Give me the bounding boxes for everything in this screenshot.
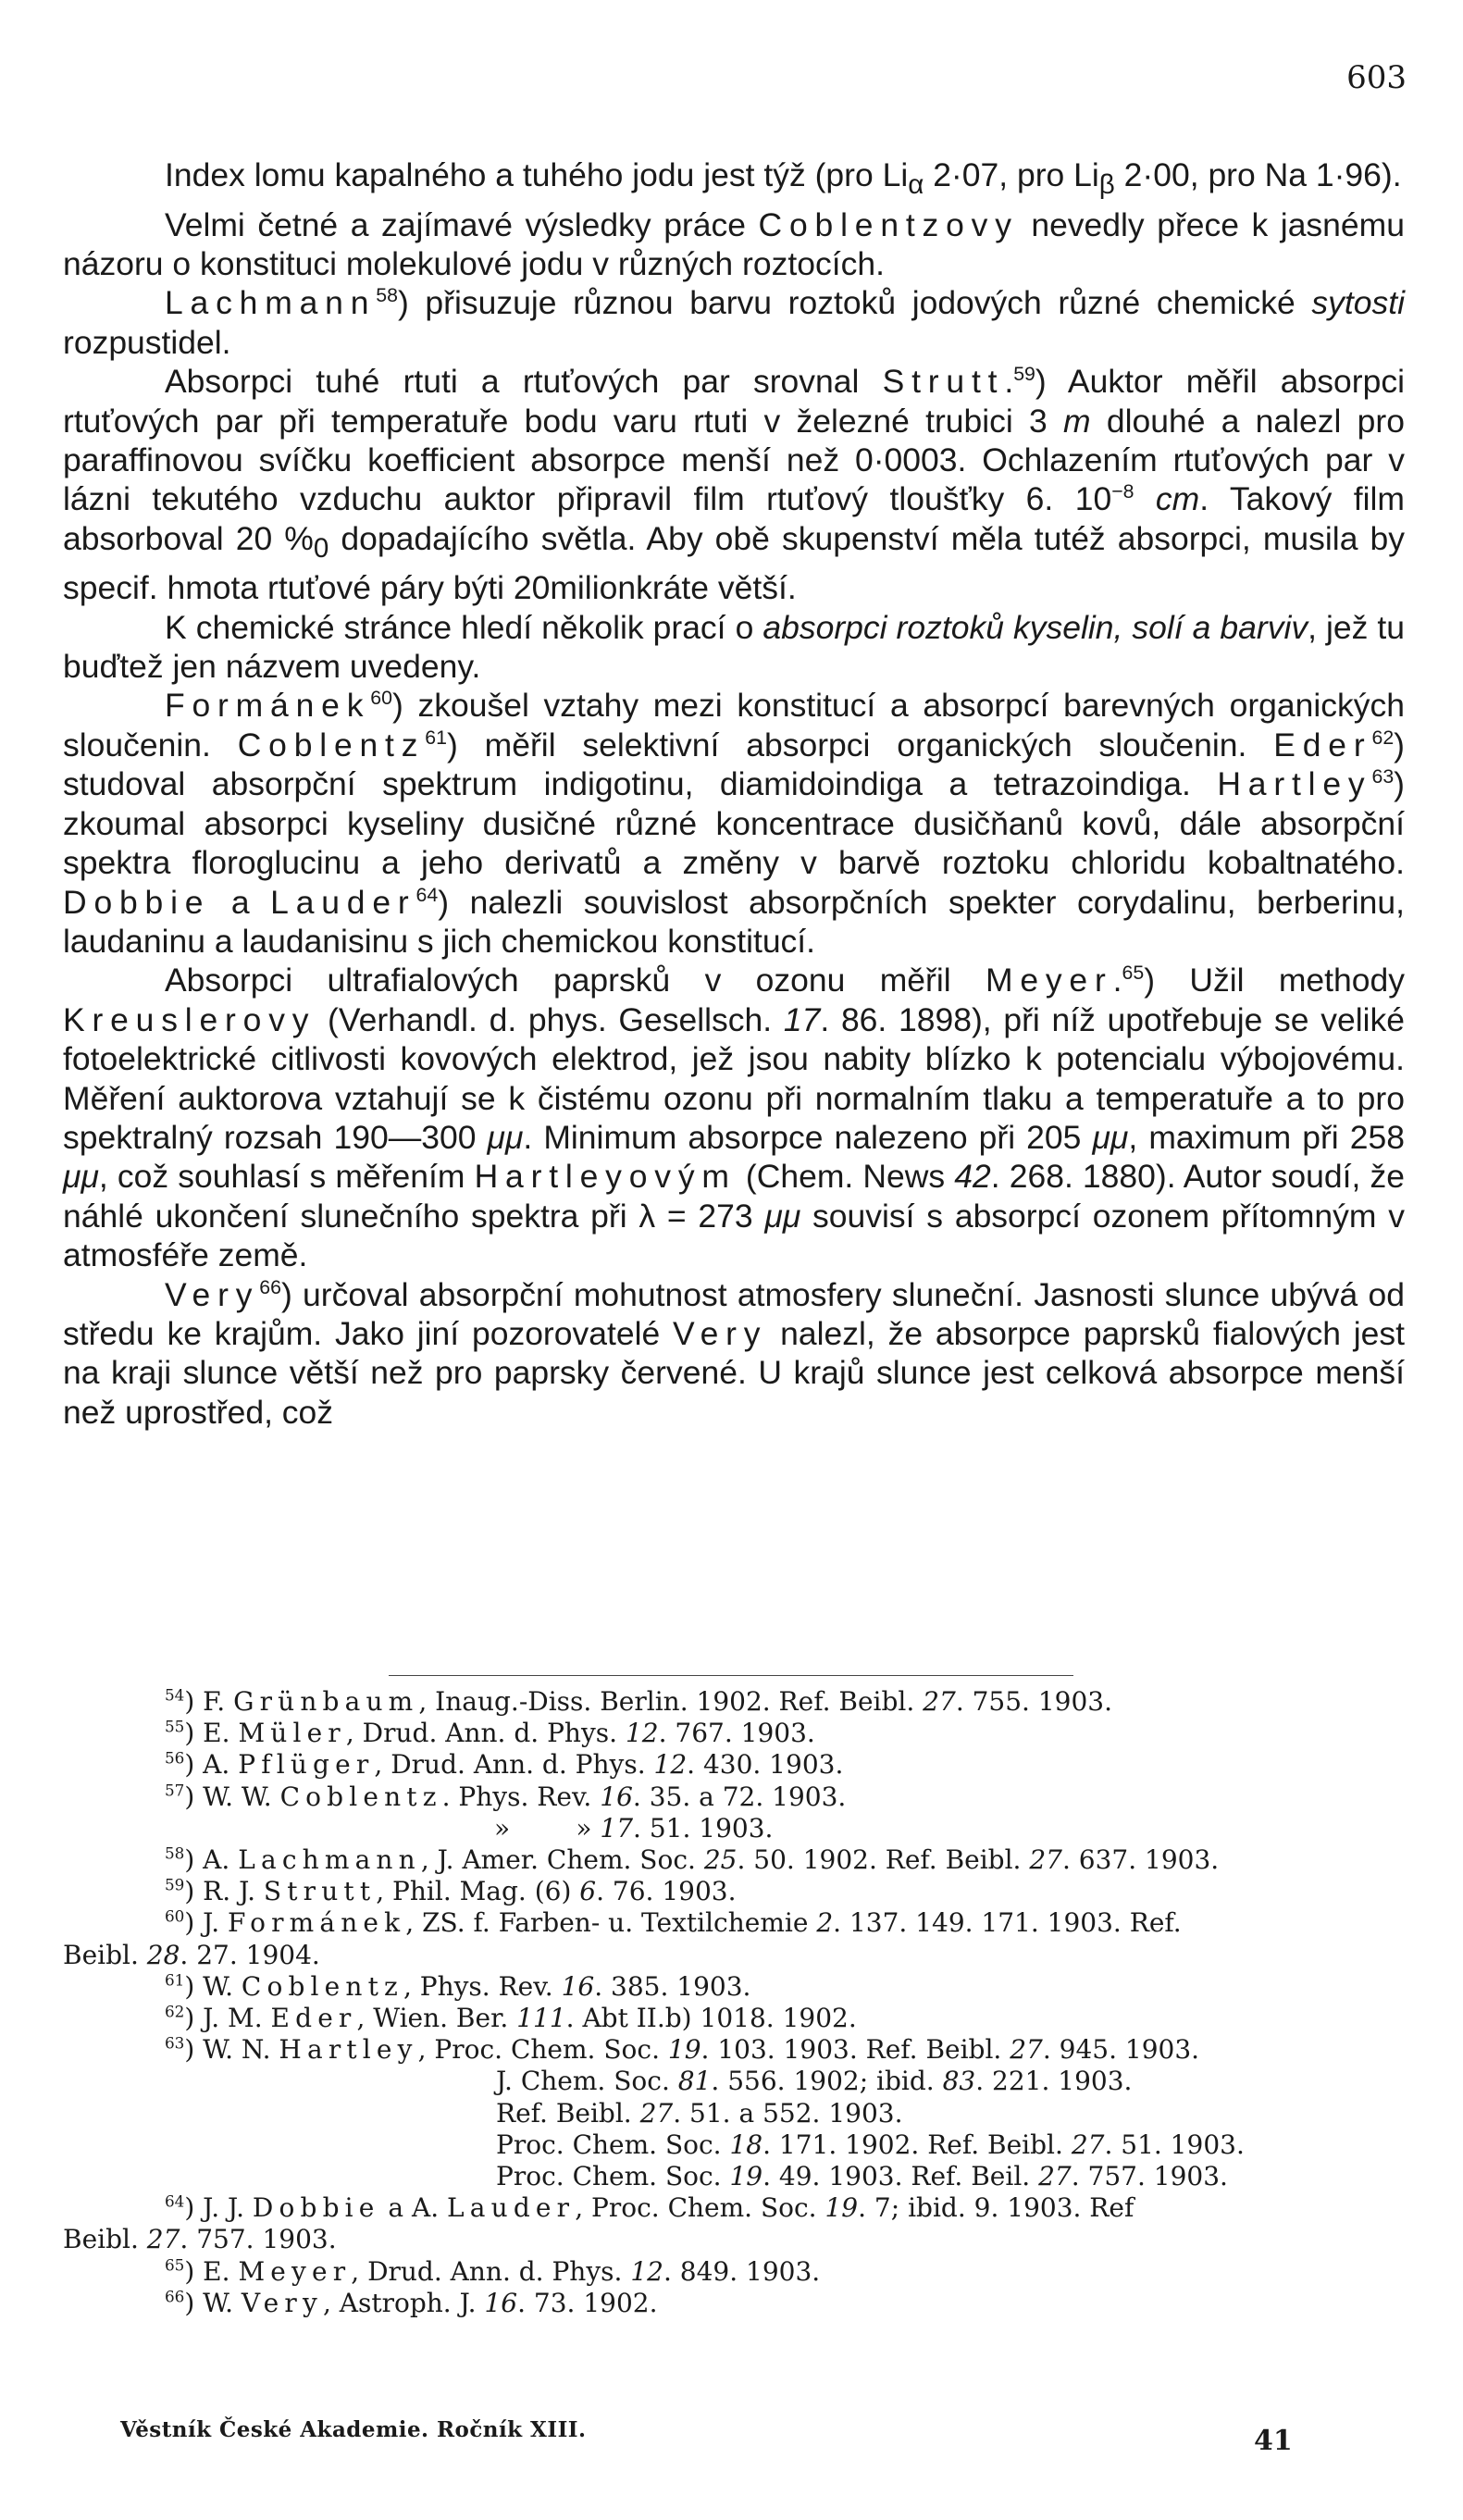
footnote: $^{64}$) J. J. Dobbie a A. Lauder, Proc. Chem. Soc. 19. 7; ibid. 9. 1903. Ref (165, 2191, 1134, 2224)
sheet-signature: 41 (1254, 2425, 1293, 2457)
footnote: Beibl. 27. 757. 1903. (63, 2224, 337, 2255)
footnote: $^{61}$) W. Coblentz, Phys. Rev. 16. 385. 1903. (165, 1970, 751, 2002)
paragraph: Absorpci tuhé rtuti a rtuťových par srovnal Strutt.$^{59}$) Auktor měřil absorpci rtuťových par při temperatuře bodu varu rtuti v železné trubici 3 m dlouhé a nalezl pro paraffinovou svíčku koefficient absorpce menší než 0·0003. Ochlazením rtuťových par v lázni tekutého vzduchu auktor připravil film rtuťový tloušťky 6. $10^{-8}$ cm. Takový film absorboval 20 $\%_0$ dopadajícího světla. Aby obě skupenství měla tutéž absorpci, musila by specif. hmota rtuťové páry býti 20milionkráte větší. (63, 363, 1405, 607)
footnote: $^{66}$) W. Very, Astroph. J. 16. 73. 1902. (165, 2287, 658, 2318)
footnote: Beibl. 28. 27. 1904. (63, 1939, 320, 1970)
footnote: Ref. Beibl. 27. 51. a 552. 1903. (496, 2097, 903, 2129)
footnotes (63, 1686, 1405, 2319)
footnote: $^{60}$) J. Formánek, ZS. f. Farben- u. Textilchemie 2. 137. 149. 171. 1903. Ref. (165, 1907, 1182, 1939)
footnote: $^{55}$) E. Müler, Drud. Ann. d. Phys. 12. 767. 1903. (165, 1717, 815, 1749)
footnote: $^{59}$) R. J. Strutt, Phil. Mag. (6) 6. 76. 1903. (165, 1875, 737, 1907)
footnote: $^{56}$) A. Pflüger, Drud. Ann. d. Phys. 12. 430. 1903. (165, 1749, 844, 1781)
body-text (63, 155, 1405, 1432)
footnote: $^{65}$) E. Meyer, Drud. Ann. d. Phys. 12. 849. 1903. (165, 2255, 821, 2287)
footnote: Proc. Chem. Soc. 18. 171. 1902. Ref. Beibl. 27. 51. 1903. (496, 2129, 1245, 2160)
paragraph: Very$^{66}$) určoval absorpční mohutnost atmosfery sluneční. Jasnosti slunce ubývá od středu ke krajům. Jako jiní pozorovatelé Very nalezl, že absorpce paprsků fialových jest na kraji slunce větší než pro paprsky červené. U krajů slunce jest celková absorpce menší než uprostřed, což (63, 1275, 1405, 1431)
footnote: $^{58}$) A. Lachmann, J. Amer. Chem. Soc. 25. 50. 1902. Ref. Beibl. 27. 637. 1903. (165, 1843, 1220, 1876)
footnote: $^{57}$) W. W. Coblentz. Phys. Rev. 16. 35. a 72. 1903. (165, 1781, 847, 1812)
paragraph: Index lomu kapalného a tuhého jodu jest týž (pro $Li_\alpha$ 2·07, pro $Li_\beta$ 2·00, pro Na 1·96). (165, 156, 1402, 201)
journal-footer: Věstník České Akademie. Ročník XIII. (120, 2417, 587, 2442)
paragraph: K chemické stránce hledí několik prací o absorpci roztoků kyselin, solí a barviv, jež tu buďtež jen názvem uvedeny. (63, 608, 1406, 686)
paragraph: Formánek$^{60}$) zkoušel vztahy mezi konstitucí a absorpcí barevných organických sloučenin. Coblentz$^{61}$) měřil selektivní absorpci organických sloučenin. Eder$^{62}$) studoval absorpční spektrum indigotinu, diamidoindiga a tetrazoindiga. Hartley$^{63}$) zkoumal absorpci kyseliny dusičné různé koncentrace dusičňanů kovů, dále absorpční spektra floroglucinu a jeho derivatů a změny v barvě roztoku chloridu kobaltnatého. Dobbie a Lauder$^{64}$) nalezli souvislost absorpčních spekter corydalinu, berberinu, laudaninu a laudanisinu s jich chemickou konstitucí. (63, 687, 1405, 960)
footnote-divider (389, 1675, 1073, 1676)
paragraph: Absorpci ultrafialových paprsků v ozonu měřil Meyer.$^{65}$) Užil methody Kreuslerovy (Verhandl. d. phys. Gesellsch. 17. 86. 1898), při níž upotřebuje se veliké fotoelektrické citlivosti kovových elektrod, jež jsou nabity blízko k potencialu výbojovému. Měření auktorova vztahují se k čistému ozonu při normalním tlaku a temperatuře a to pro spektralný rozsah 190—300 μμ. Minimum absorpce nalezeno při 205 μμ, maximum při 258 μμ, což souhlasí s měřením Hartleyovým (Chem. News 42. 268. 1880). Autor soudí, že náhlé ukončení slunečního spektra při λ = 273 μμ souvisí s absorpcí ozonem přítomným v atmosféře země. (63, 962, 1405, 1274)
footnote: $^{54}$) F. Grünbaum, Inaug.-Diss. Berlin. 1902. Ref. Beibl. 27. 755. 1903. (165, 1685, 1113, 1717)
footnote: Proc. Chem. Soc. 19. 49. 1903. Ref. Beil. 27. 757. 1903. (496, 2161, 1228, 2192)
footnote: $^{62}$) J. M. Eder, Wien. Ber. 111. Abt II.b) 1018. 1902. (165, 2002, 857, 2034)
paragraph: Lachmann$^{58}$) přisuzuje různou barvu roztoků jodových různé chemické sytosti rozpustidel. (63, 284, 1405, 361)
footnote: J. Chem. Soc. 81. 556. 1902; ibid. 83. 221. 1903. (496, 2066, 1133, 2097)
footnote: » » 17. 51. 1903. (165, 1812, 774, 1843)
footnote: $^{63}$) W. N. Hartley, Proc. Chem. Soc. 19. 103. 1903. Ref. Beibl. 27. 945. 1903. (165, 2033, 1200, 2066)
paragraph: Velmi četné a zajímavé výsledky práce Coblentzovy nevedly přece k jasnému názoru o konstituci molekulové jodu v různých roztocích. (63, 205, 1405, 282)
page-number: 603 (1346, 59, 1407, 96)
